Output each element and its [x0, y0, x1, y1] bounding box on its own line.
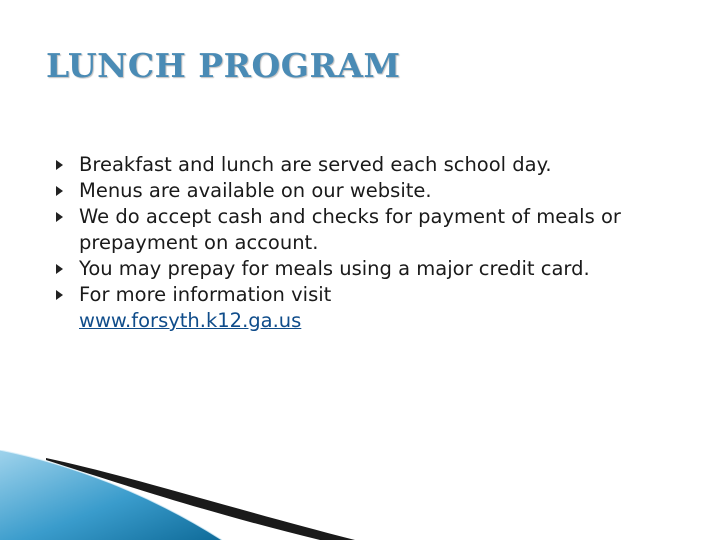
bullet-item: [56, 204, 686, 256]
bullet-item: [56, 256, 686, 282]
bullet-arrow-icon: [56, 264, 63, 274]
bullet-arrow-icon: [56, 160, 63, 170]
bullet-arrow-icon: [56, 290, 63, 300]
slide-title: LUNCH PROGRAM: [46, 46, 401, 85]
bullet-text: For more information visit: [79, 283, 332, 306]
bullet-text: Breakfast and lunch are served each school day.: [79, 153, 552, 176]
bullet-arrow-icon: [56, 186, 63, 196]
bullet-arrow-icon: [56, 212, 63, 222]
website-link[interactable]: www.forsyth.k12.ga.us: [79, 309, 302, 332]
bullet-item: [56, 178, 686, 204]
bullet-text: You may prepay for meals using a major credit card.: [79, 257, 590, 280]
corner-decoration: [0, 450, 720, 540]
bullet-text: Menus are available on our website.: [79, 179, 432, 202]
bullet-item: [56, 282, 686, 334]
bullet-list: [56, 152, 686, 334]
bullet-text: We do accept cash and checks for payment of meals or prepayment on account.: [79, 205, 621, 254]
bullet-item: [56, 152, 686, 178]
